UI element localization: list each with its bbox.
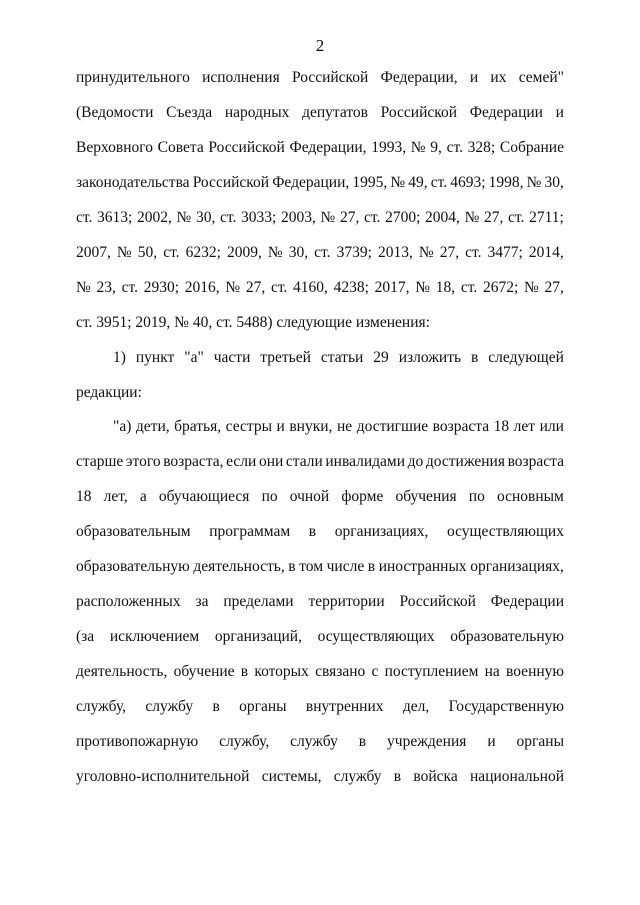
- word: 3613;: [97, 209, 133, 226]
- word: не: [336, 418, 353, 435]
- word: по: [261, 488, 278, 505]
- word: 27,: [484, 209, 504, 226]
- word: 30,: [544, 174, 564, 191]
- word: территории: [308, 593, 385, 610]
- word: организаций,: [214, 628, 302, 645]
- word: Съезда: [166, 104, 213, 121]
- word: дети,: [135, 418, 170, 435]
- text-line: [76, 767, 564, 787]
- word: 3033;: [241, 209, 277, 226]
- word: Федерации: [469, 104, 543, 121]
- word: пределами: [223, 593, 294, 610]
- word: сестры: [225, 418, 272, 435]
- word: депутатов: [302, 104, 368, 121]
- word: или: [539, 418, 564, 435]
- word: лет,: [103, 488, 128, 505]
- page-number: 2: [315, 36, 325, 55]
- word: очной: [289, 488, 330, 505]
- text-line: [76, 627, 564, 647]
- word: Российской: [380, 104, 458, 121]
- word: возраста: [507, 453, 564, 470]
- word: если: [226, 453, 257, 470]
- word: службу: [290, 733, 338, 750]
- word: законодательства: [76, 174, 190, 191]
- word: ст.: [220, 209, 237, 226]
- word: которых: [254, 663, 309, 680]
- word: учреждения: [387, 733, 467, 750]
- word: том: [299, 558, 324, 575]
- word: организациях,: [470, 558, 564, 575]
- word: внутренних: [305, 698, 384, 715]
- word: №: [464, 209, 480, 226]
- word: ст.: [460, 279, 478, 296]
- word: в: [288, 558, 296, 575]
- word: Федерации,: [380, 69, 458, 86]
- word: Собрание: [499, 139, 564, 156]
- word: на: [484, 663, 500, 680]
- word: 2003,: [281, 209, 316, 226]
- text-line: [76, 243, 564, 263]
- word: ст.: [121, 279, 138, 296]
- word: 23,: [96, 279, 116, 296]
- word: организациях,: [334, 523, 429, 540]
- text-line: [76, 697, 564, 717]
- word: пункт: [135, 349, 175, 366]
- word: Российской: [291, 69, 369, 86]
- word: 2013,: [377, 244, 413, 261]
- word: инвалидами: [325, 453, 406, 470]
- word: статьи: [320, 349, 364, 366]
- word: образовательным: [76, 523, 191, 540]
- word: в: [471, 349, 479, 366]
- word: 27,: [544, 279, 564, 296]
- word: и: [487, 733, 496, 750]
- word: 328;: [467, 139, 496, 156]
- word: ст.: [76, 209, 93, 226]
- word: 27,: [340, 209, 360, 226]
- word: 18,: [435, 279, 456, 296]
- word: 49,: [408, 174, 428, 191]
- word: ст.: [508, 209, 525, 226]
- word: военную: [506, 663, 564, 680]
- word: 4238;: [333, 279, 369, 296]
- word: по: [468, 488, 485, 505]
- word: Российской: [399, 593, 476, 610]
- word: третьей: [260, 349, 311, 366]
- word: числе: [326, 558, 365, 575]
- word: уголовно-исполнительной: [76, 768, 250, 785]
- word: 9,: [430, 139, 442, 156]
- text-line: [113, 417, 564, 437]
- text-line: [76, 103, 564, 123]
- word: 6232;: [185, 244, 221, 261]
- word: 50,: [137, 244, 158, 261]
- word: 29: [373, 349, 389, 366]
- word: их: [490, 69, 507, 86]
- word: "а): [113, 418, 132, 435]
- word: 2014,: [528, 244, 564, 261]
- word: 2002,: [137, 209, 172, 226]
- word: ст.: [270, 279, 288, 296]
- word: связано: [315, 663, 366, 680]
- text-line: [76, 208, 564, 228]
- text-line: [76, 173, 564, 193]
- word: противопожарную: [76, 733, 199, 750]
- word: (за: [76, 628, 95, 645]
- word: в: [308, 523, 317, 540]
- word: 2672;: [482, 279, 519, 296]
- word: 3739;: [336, 244, 372, 261]
- word: образовательную: [76, 558, 190, 575]
- text-line: редакции:: [76, 384, 142, 401]
- word: 2700;: [385, 209, 421, 226]
- word: №: [415, 279, 431, 296]
- word: 2004,: [425, 209, 460, 226]
- word: 2017,: [374, 279, 410, 296]
- word: обучения: [395, 488, 457, 505]
- word: Верховного: [76, 139, 153, 156]
- word: ст.: [465, 244, 482, 261]
- word: в: [367, 558, 376, 575]
- text-line: [76, 557, 564, 577]
- word: и: [469, 69, 479, 86]
- word: в: [358, 733, 367, 750]
- word: обучение: [173, 663, 235, 680]
- word: обучающиеся: [158, 488, 250, 505]
- text-line: [76, 278, 564, 298]
- word: 4160,: [293, 279, 328, 296]
- word: стали: [285, 453, 323, 470]
- word: Федерации: [490, 593, 564, 610]
- word: 1995,: [352, 174, 388, 191]
- word: национальной: [470, 768, 564, 785]
- word: 18: [493, 418, 510, 435]
- word: войска: [413, 768, 458, 785]
- word: форме: [341, 488, 384, 505]
- word: дел,: [402, 698, 430, 715]
- text-line: [76, 452, 564, 472]
- word: Российской: [208, 139, 285, 156]
- word: (Ведомости: [76, 104, 154, 121]
- word: за: [195, 593, 209, 610]
- word: иностранных: [378, 558, 467, 575]
- word: этого: [125, 453, 161, 470]
- word: образовательную: [450, 628, 564, 645]
- word: осуществляющих: [317, 628, 435, 645]
- word: 2007,: [76, 244, 111, 261]
- word: и: [555, 104, 564, 121]
- word: 1): [113, 349, 126, 366]
- word: 4693;: [450, 174, 486, 191]
- word: а: [139, 488, 147, 505]
- word: достигшие: [356, 418, 429, 435]
- word: 3477;: [487, 244, 523, 261]
- word: №: [523, 279, 539, 296]
- word: 1998,: [488, 174, 524, 191]
- word: службу: [333, 768, 382, 785]
- text-line: [76, 138, 564, 158]
- word: №: [225, 279, 241, 296]
- text-line: [113, 348, 564, 368]
- word: №: [76, 279, 91, 296]
- word: Российской: [192, 174, 270, 191]
- word: 2930;: [143, 279, 180, 296]
- word: следующей: [488, 349, 564, 366]
- word: №: [418, 244, 434, 261]
- text-line: [76, 592, 564, 612]
- word: осуществляющих: [447, 523, 564, 540]
- word: органы: [239, 698, 287, 715]
- word: 30,: [288, 244, 309, 261]
- word: Совета: [157, 139, 204, 156]
- word: органы: [516, 733, 564, 750]
- word: 30,: [195, 209, 216, 226]
- word: №: [320, 209, 336, 226]
- word: поступлением: [384, 663, 479, 680]
- word: деятельность,: [76, 663, 168, 680]
- word: семей": [518, 69, 564, 86]
- word: принудительного: [76, 69, 190, 86]
- text-line: [76, 68, 564, 88]
- word: и: [276, 418, 285, 435]
- word: №: [176, 209, 192, 226]
- word: 1993,: [371, 139, 407, 156]
- word: ст.: [364, 209, 381, 226]
- word: до: [407, 453, 424, 470]
- word: в: [240, 663, 249, 680]
- word: 27,: [245, 279, 266, 296]
- word: №: [410, 139, 426, 156]
- word: деятельность,: [193, 558, 285, 575]
- word: внуки,: [289, 418, 333, 435]
- word: народных: [224, 104, 290, 121]
- word: ст.: [163, 244, 180, 261]
- word: ст.: [430, 174, 448, 191]
- word: 2711;: [529, 209, 564, 226]
- word: с: [371, 663, 379, 680]
- word: лет: [513, 418, 536, 435]
- word: расположенных: [76, 593, 181, 610]
- text-line: ст. 3951; 2019, № 40, ст. 5488) следующие изменения:: [76, 314, 430, 331]
- word: ст.: [446, 139, 463, 156]
- word: ст.: [314, 244, 331, 261]
- word: достижения: [425, 453, 505, 470]
- word: №: [267, 244, 283, 261]
- text-line: [76, 487, 564, 507]
- word: 18: [76, 488, 92, 505]
- word: 27,: [439, 244, 460, 261]
- word: "а": [184, 349, 204, 366]
- word: Федерации,: [272, 174, 350, 191]
- word: исключением: [109, 628, 200, 645]
- word: исполнения: [202, 69, 280, 86]
- word: в: [212, 698, 220, 715]
- word: службу,: [76, 698, 127, 715]
- word: №: [526, 174, 542, 191]
- text-line: [76, 522, 564, 542]
- word: 2009,: [226, 244, 262, 261]
- word: возраста,: [163, 453, 224, 470]
- word: в: [393, 768, 402, 785]
- word: системы,: [261, 768, 322, 785]
- text-line: [76, 732, 564, 752]
- word: старше: [76, 453, 124, 470]
- word: №: [116, 244, 132, 261]
- word: братья,: [174, 418, 222, 435]
- word: части: [213, 349, 251, 366]
- text-line: [76, 662, 564, 682]
- word: программам: [209, 523, 291, 540]
- word: возраста: [432, 418, 490, 435]
- word: основным: [496, 488, 564, 505]
- word: №: [390, 174, 406, 191]
- word: они: [258, 453, 284, 470]
- word: изложить: [398, 349, 462, 366]
- word: 2016,: [184, 279, 220, 296]
- word: службу,: [219, 733, 270, 750]
- word: службу: [145, 698, 194, 715]
- word: Федерации,: [289, 139, 367, 156]
- word: Государственную: [448, 698, 564, 715]
